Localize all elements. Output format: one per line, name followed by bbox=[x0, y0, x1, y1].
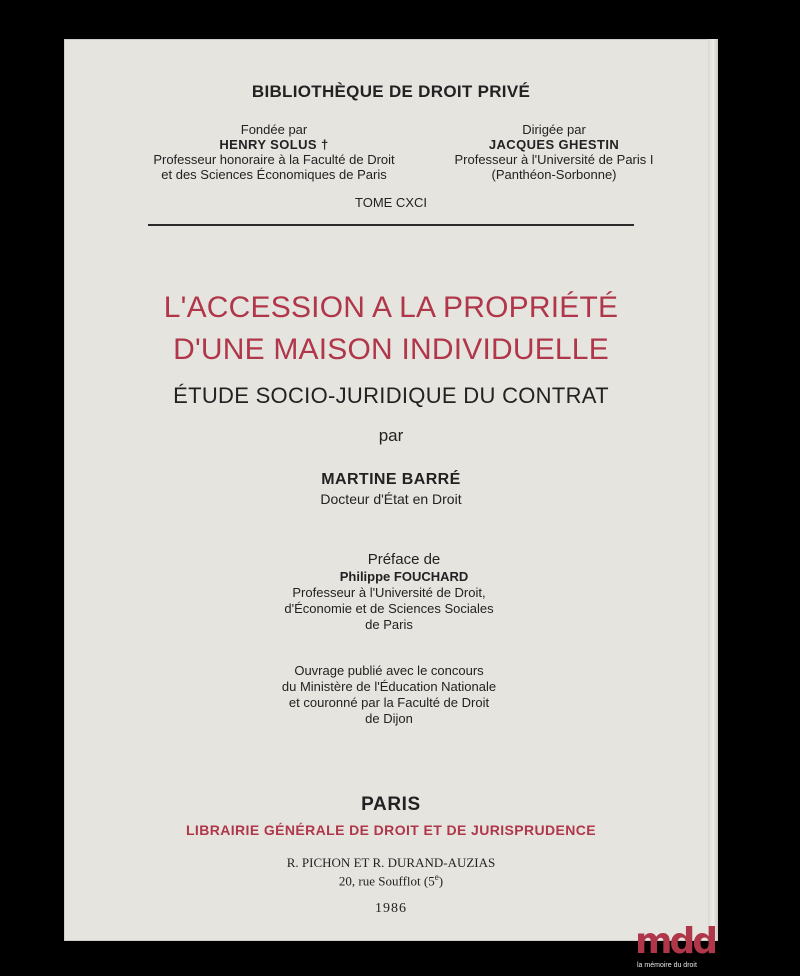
address-text: 20, rue Soufflot (5 bbox=[338, 873, 435, 889]
director-block bbox=[424, 122, 684, 182]
director-desc-1: Professeur à l'Université de Paris I bbox=[454, 152, 654, 167]
notice-line-2: du Ministère de l'Éducation Nationale bbox=[281, 679, 497, 694]
address-end: ) bbox=[438, 873, 444, 889]
director-desc-2: (Panthéon-Sorbonne) bbox=[491, 167, 617, 182]
mdd-logo bbox=[635, 922, 723, 972]
publisher-address bbox=[64, 872, 718, 889]
publication-year: 1986 bbox=[375, 901, 407, 916]
book-title-line-1: L'ACCESSION A LA PROPRIÉTÉ bbox=[163, 291, 619, 324]
publisher-name: LIBRAIRIE GÉNÉRALE DE DROIT ET DE JURISPRUDENCE bbox=[185, 822, 597, 838]
divider bbox=[148, 224, 634, 226]
founder-desc-1: Professeur honoraire à la Faculté de Droit bbox=[153, 152, 395, 167]
preface-author: Philippe FOUCHARD bbox=[339, 569, 469, 584]
logo-mark: mdd bbox=[635, 921, 716, 962]
book-edge bbox=[708, 39, 718, 941]
book-title bbox=[64, 287, 718, 371]
logo-tagline: la mémoire du droit bbox=[637, 962, 697, 969]
author-title: Docteur d'État en Droit bbox=[320, 491, 462, 507]
publication-notice bbox=[214, 663, 564, 727]
book-title-line-2: D'UNE MAISON INDIVIDUELLE bbox=[173, 333, 609, 366]
preface-block bbox=[254, 551, 554, 585]
preface-desc-3: de Paris bbox=[365, 617, 413, 632]
address-superscript: e bbox=[434, 872, 439, 882]
tome-number: TOME CXCI bbox=[355, 195, 427, 210]
book-cover bbox=[64, 39, 718, 941]
preface-desc-2: d'Économie et de Sciences Sociales bbox=[284, 601, 494, 616]
preface-label: Préface de bbox=[367, 551, 441, 568]
series-title: BIBLIOTHÈQUE DE DROIT PRIVÉ bbox=[251, 82, 531, 101]
book-subtitle: ÉTUDE SOCIO-JURIDIQUE DU CONTRAT bbox=[173, 383, 609, 408]
directed-label: Dirigée par bbox=[522, 122, 586, 137]
founded-label: Fondée par bbox=[240, 122, 308, 137]
author-name: MARTINE BARRÉ bbox=[321, 471, 461, 488]
notice-line-1: Ouvrage publié avec le concours bbox=[294, 663, 484, 678]
imprint-city: PARIS bbox=[361, 794, 421, 815]
notice-line-3: et couronné par la Faculté de Droit bbox=[288, 695, 490, 710]
by-label: par bbox=[378, 426, 404, 445]
founder-block bbox=[124, 122, 424, 182]
founder-name: HENRY SOLUS † bbox=[219, 137, 329, 152]
preface-author-desc bbox=[214, 585, 564, 633]
notice-line-4: de Dijon bbox=[365, 711, 413, 726]
founder-desc-2: et des Sciences Économiques de Paris bbox=[161, 167, 387, 182]
preface-desc-1: Professeur à l'Université de Droit, bbox=[292, 585, 486, 600]
director-name: JACQUES GHESTIN bbox=[488, 137, 620, 152]
printer-name: R. PICHON ET R. DURAND-AUZIAS bbox=[286, 855, 496, 870]
